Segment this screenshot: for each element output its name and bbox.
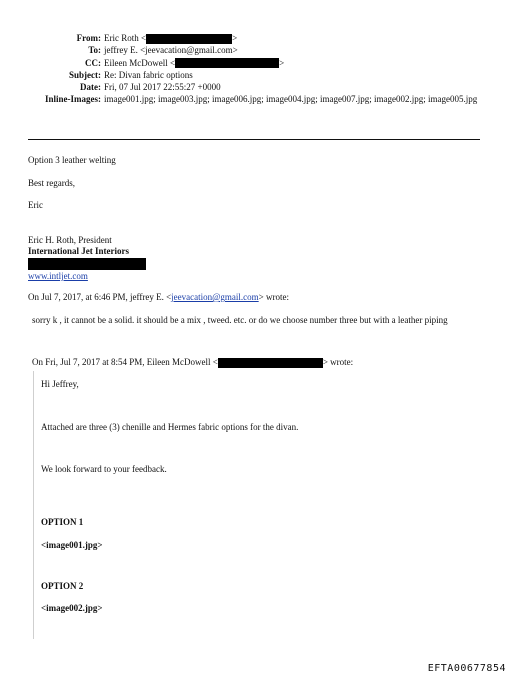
redaction-box [146,34,232,44]
cc-name: Eileen McDowell < [104,57,176,68]
body-line-sender: Eric [28,200,43,210]
inline-images-label: Inline-Images: [45,94,101,105]
option2-image: <image002.jpg> [41,603,103,613]
from-value [104,33,488,44]
option1-title: OPTION 1 [41,517,84,527]
header-cc-row [18,58,488,69]
signature-name: Eric H. Roth, President [28,235,112,245]
body-line-regards: Best regards, [28,178,75,188]
redaction-box [175,58,279,68]
date-label: Date: [80,82,101,92]
reply1-intro [28,292,289,303]
website-link[interactable]: www.intljet.com [28,271,88,281]
cc-label: CC: [85,57,101,68]
reply2-intro-suffix: > wrote: [322,357,354,367]
reply1-intro-suffix: > wrote: [258,292,289,302]
bates-number: EFTA00677854 [427,662,506,674]
reply2-greeting: Hi Jeffrey, [41,379,79,389]
from-name: Eric Roth < [104,33,147,43]
reply2-intro [32,357,353,368]
header-subject-row [18,70,488,81]
header-to-row [18,45,488,56]
from-label: From: [76,33,101,43]
reply1-email-link[interactable]: jeevacation@gmail.com [171,292,259,302]
body-line-option3: Option 3 leather welting [28,155,116,165]
subject-value: Re: Divan fabric options [104,69,193,80]
option1-image: <image001.jpg> [41,540,103,550]
reply1-intro-prefix: On Jul 7, 2017, at 6:46 PM, jeffrey E. < [28,292,172,302]
cc-value [104,58,488,69]
reply2-para2: We look forward to your feedback. [41,464,167,474]
reply1-text: sorry k , it cannot be a solid. it should be a mix , tweed. etc. or do we choose number three but with a leather piping [32,315,448,325]
option2-title: OPTION 2 [41,581,84,591]
header-date-row [18,82,488,93]
reply2-intro-prefix: On Fri, Jul 7, 2017 at 8:54 PM, Eileen McDowell < [32,357,218,367]
signature-company: International Jet Interiors [28,246,129,256]
signature-website [28,271,88,282]
date-value: Fri, 07 Jul 2017 22:55:27 +0000 [104,82,221,92]
to-value: jeffrey E. <jeevacation@gmail.com> [104,45,238,56]
header-inline-images-row [18,94,488,105]
inline-images-value: image001.jpg; image003.jpg; image006.jpg; image004.jpg; image007.jpg; image002.jpg; image005.jpg [104,94,478,105]
cc-tail: > [279,57,285,68]
reply2-para1: Attached are three (3) chenille and Hermes fabric options for the divan. [41,422,299,432]
from-tail: > [232,33,238,43]
subject-label: Subject: [69,69,101,80]
reply2-quote-block [33,371,474,639]
header-from-row [18,33,488,44]
email-header [18,33,488,107]
header-divider [28,139,480,140]
redaction-box [28,258,146,270]
redaction-box [218,358,323,368]
to-label: To: [88,45,101,56]
